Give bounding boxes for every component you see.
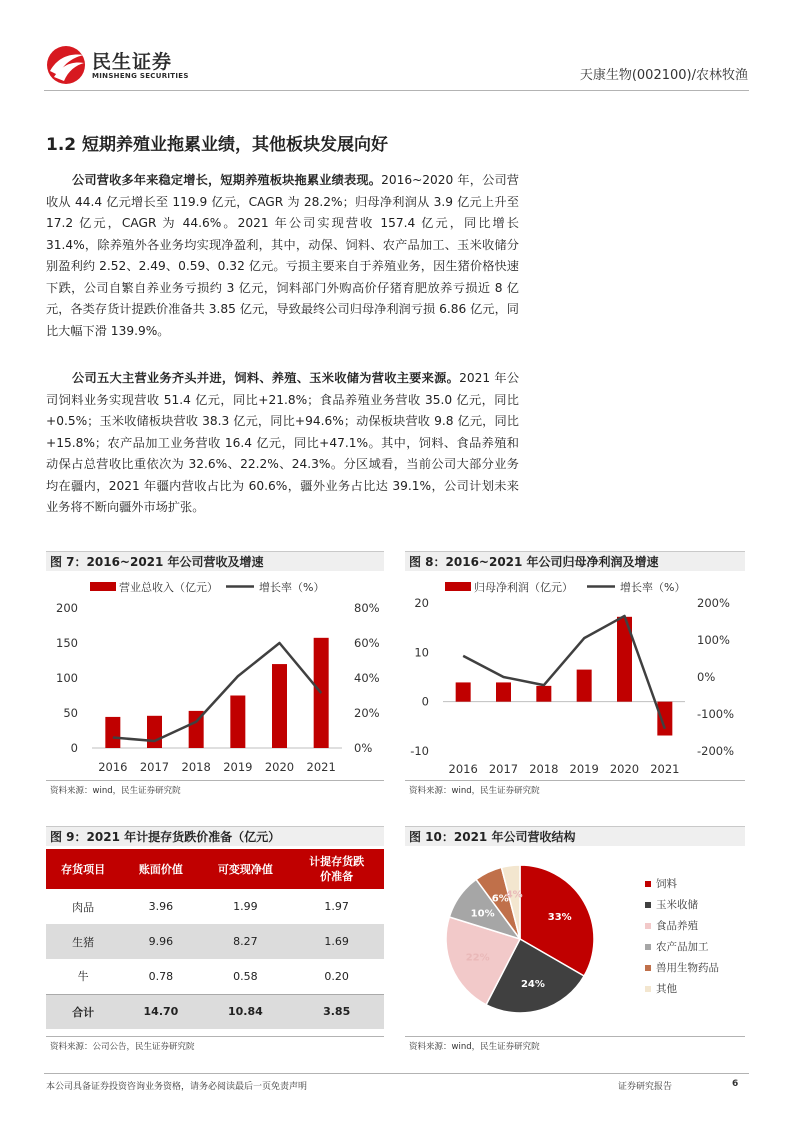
fig7-title: 图 7：2016~2021 年公司营收及增速 <box>50 555 264 569</box>
fig7-left-tick: 200 <box>56 601 78 615</box>
fig7-category-label: 2017 <box>139 760 170 774</box>
fig8-right-tick: -100% <box>697 707 735 721</box>
table-cell: 生猪 <box>46 924 120 959</box>
table-cell: 14.70 <box>120 994 201 1029</box>
fig9-source: 资料来源：公司公告，民生证券研究院 <box>50 1042 195 1052</box>
fig8-right-tick: 200% <box>697 596 730 610</box>
fig7-bar <box>147 716 162 748</box>
fig7-left-tick: 0 <box>70 741 78 755</box>
fig8-left-tick: 0 <box>421 694 429 709</box>
fig7-category-label: 2018 <box>181 760 211 774</box>
table-header-cell: 账面价值 <box>120 849 201 889</box>
fig7-chart <box>46 575 386 780</box>
fig8-legend-bar-swatch <box>445 582 471 591</box>
pie-legend-label: 玉米收储 <box>656 899 698 911</box>
fig7-left-tick: 150 <box>56 636 78 650</box>
fig9-bottom-rule <box>46 1036 384 1037</box>
fig8-bar <box>536 686 551 702</box>
fig7-right-tick: 0% <box>354 741 373 755</box>
fig8-bar <box>577 670 592 702</box>
table-cell: 合计 <box>46 994 120 1029</box>
fig8-bottom-rule <box>405 780 745 781</box>
table-cell: 10.84 <box>201 994 289 1029</box>
section-title: 1.2 短期养殖业拖累业绩，其他板块发展向好 <box>46 135 389 155</box>
table-cell: 1.99 <box>233 900 258 913</box>
page-header <box>0 0 793 92</box>
paragraph-1 <box>46 170 519 342</box>
table-row <box>46 959 384 994</box>
fig7-category-label: 2021 <box>306 760 336 774</box>
fig8-bar <box>456 682 471 701</box>
pie-legend-label: 其他 <box>656 983 677 995</box>
fig8-category-label: 2020 <box>609 762 640 776</box>
fig10-chart <box>405 849 747 1035</box>
pie-legend-swatch <box>645 986 651 992</box>
pie-legend-label: 兽用生物药品 <box>656 962 719 974</box>
pie-legend-label: 饲料 <box>656 878 677 890</box>
fig8-source: 资料来源：wind，民生证券研究院 <box>409 786 540 796</box>
fig7-legend-line-label: 增长率（%） <box>259 581 325 594</box>
fig7-right-tick: 60% <box>354 636 380 650</box>
pie-legend-swatch <box>645 923 651 929</box>
fig7-left-tick: 50 <box>63 706 78 720</box>
fig7-source: 资料来源：wind，民生证券研究院 <box>50 786 181 796</box>
paragraph-2-body: 2021 年公司饲料业务实现营收 51.4 亿元，同比+21.8%；食品养殖业务营收 35.0 亿元，同比+0.5%；玉米收储板块营收 38.3 亿元，同比+94.6%；动保板块营收 9.8 亿元，同比+15.8%；农产品加工业务营收 16.4 亿元，同比+47.1%。其中，饲料、食品养殖和动保占总营收比重依次为 32.6%、22.2%、24.3%。分区域看，当前公司大部分业务均在疆内，2021 年疆内营收占比为 60.6%，疆外业务占比达 39.1%，公司计划未来业务将不断向疆外市场扩张。 <box>46 371 520 514</box>
fig8-chart <box>405 575 747 780</box>
table-cell: 肉品 <box>72 900 95 914</box>
table-cell: 1.69 <box>289 924 384 959</box>
table-header-cell: 可变现净值 <box>201 849 289 889</box>
fig7-growth-line <box>113 643 321 741</box>
table-cell: 1.97 <box>324 900 349 913</box>
pie-slice-label: 24% <box>520 979 545 991</box>
paragraph-2-lead: 公司五大主营业务齐头并进，饲料、养殖、玉米收储为营收主要来源。 <box>72 371 460 385</box>
fig8-growth-line <box>463 616 665 729</box>
company-ticker: 天康生物(002100)/农林牧渔 <box>579 68 748 83</box>
pie-legend-label: 食品养殖 <box>656 920 698 932</box>
table-cell: 0.20 <box>324 969 349 983</box>
pie-slice-label: 22% <box>465 952 490 964</box>
inventory-table-wrap <box>46 849 384 1029</box>
fig7-bar <box>230 696 245 749</box>
fig7-category-label: 2020 <box>264 760 295 774</box>
pie-legend-swatch <box>645 965 651 971</box>
fig8-category-label: 2018 <box>529 762 559 776</box>
fig8-legend-bar-label: 归母净利润（亿元） <box>474 581 573 594</box>
table-total-row <box>46 994 384 1029</box>
fig8-category-label: 2017 <box>488 762 519 776</box>
table-cell: 9.96 <box>120 924 201 959</box>
fig7-legend-bar-label: 营业总收入（亿元） <box>119 581 218 594</box>
fig10-bottom-rule <box>405 1036 745 1037</box>
fig7-bar <box>272 664 287 748</box>
fig8-right-tick: 100% <box>697 633 730 647</box>
pie-slice-label: 4% <box>505 889 523 901</box>
fig8-category-label: 2016 <box>448 762 478 776</box>
pie-legend-swatch <box>645 881 651 887</box>
fig7-category-label: 2019 <box>223 760 253 774</box>
fig8-legend-line-label: 增长率（%） <box>620 581 686 594</box>
fig7-legend-bar-swatch <box>90 582 116 591</box>
fig10-title: 图 10：2021 年公司营收结构 <box>409 830 576 844</box>
fig7-bar <box>105 717 120 748</box>
fig8-left-tick: -10 <box>410 744 429 758</box>
fig7-left-tick: 100 <box>56 671 78 685</box>
table-cell: 0.58 <box>233 969 258 983</box>
pie-slice-label: 10% <box>470 908 495 920</box>
fig10-source: 资料来源：wind，民生证券研究院 <box>409 1042 540 1052</box>
table-row <box>46 889 384 924</box>
footer-divider <box>44 1073 749 1074</box>
table-cell: 牛 <box>77 970 89 984</box>
fig7-right-tick: 20% <box>354 706 380 720</box>
footer-report-type: 证券研究报告 <box>618 1082 673 1092</box>
fig8-right-tick: 0% <box>697 670 716 684</box>
table-cell: 3.96 <box>148 900 174 913</box>
fig8-category-label: 2019 <box>569 762 599 776</box>
paragraph-1-lead: 公司营收多年来稳定增长，短期养殖板块拖累业绩表现。 <box>72 173 382 187</box>
pie-slice-label: 33% <box>547 912 572 924</box>
table-cell: 0.78 <box>148 969 174 983</box>
pie-slice-label: 6% <box>491 893 509 905</box>
fig7-right-tick: 80% <box>354 601 380 615</box>
fig8-right-tick: -200% <box>697 744 735 758</box>
fig7-right-tick: 40% <box>354 671 380 685</box>
page-number: 6 <box>732 1079 739 1089</box>
header-divider <box>44 90 749 91</box>
fig9-title: 图 9：2021 年计提存货跌价准备（亿元） <box>50 830 281 844</box>
fig7-bottom-rule <box>46 780 384 781</box>
fig8-left-tick: 20 <box>414 596 429 610</box>
minsheng-logo-icon <box>44 45 88 85</box>
fig7-category-label: 2016 <box>98 760 128 774</box>
footer-disclaimer: 本公司具备证券投资咨询业务资格，请务必阅读最后一页免责声明 <box>46 1082 308 1092</box>
table-header-cell: 计提存货跌价准备 <box>289 849 384 889</box>
fig8-title: 图 8：2016~2021 年公司归母净利润及增速 <box>409 555 659 569</box>
paragraph-2 <box>46 368 519 519</box>
paragraph-1-body: 2016~2020 年，公司营收从 44.4 亿元增长至 119.9 亿元，CAGR 为 28.2%；归母净利润从 3.9 亿元上升至 17.2 亿元，CAGR 为 44.6%。2021 年公司实现营收 157.4 亿元，同比增长 31.4%，除养殖外各业务均实现净盈利，其中，动保、饲料、农产品加工、玉米收储分别盈利约 2.52、2.49、0.59、0.32 亿元。亏损主要来自于养殖业务，因生猪价格快速下跌，公司自繁自养业务亏损约 3 亿元，饲料部门外购高价仔猪育肥放养亏损近 8 亿元，各类存货计提跌价准备共 3.85 亿元，导致最终公司归母净利润亏损 6.86 亿元，同比大幅下滑 139.9%。 <box>46 173 519 338</box>
brand-name-en: MINSHENG SECURITIES <box>92 72 189 80</box>
table-header-cell: 存货项目 <box>46 849 120 889</box>
table-cell: 3.85 <box>289 994 384 1029</box>
table-header-row <box>46 849 384 889</box>
brand-name-cn: 民生证券 <box>92 51 173 73</box>
pie-legend-swatch <box>645 902 651 908</box>
fig8-bar <box>496 682 511 701</box>
fig8-bar <box>657 702 672 736</box>
fig8-category-label: 2021 <box>650 762 680 776</box>
table-row <box>46 924 384 959</box>
fig8-left-tick: 10 <box>414 645 429 660</box>
inventory-table <box>46 849 384 1029</box>
pie-legend-label: 农产品加工 <box>656 941 709 953</box>
table-cell: 8.27 <box>201 924 289 959</box>
pie-legend-swatch <box>645 944 651 950</box>
